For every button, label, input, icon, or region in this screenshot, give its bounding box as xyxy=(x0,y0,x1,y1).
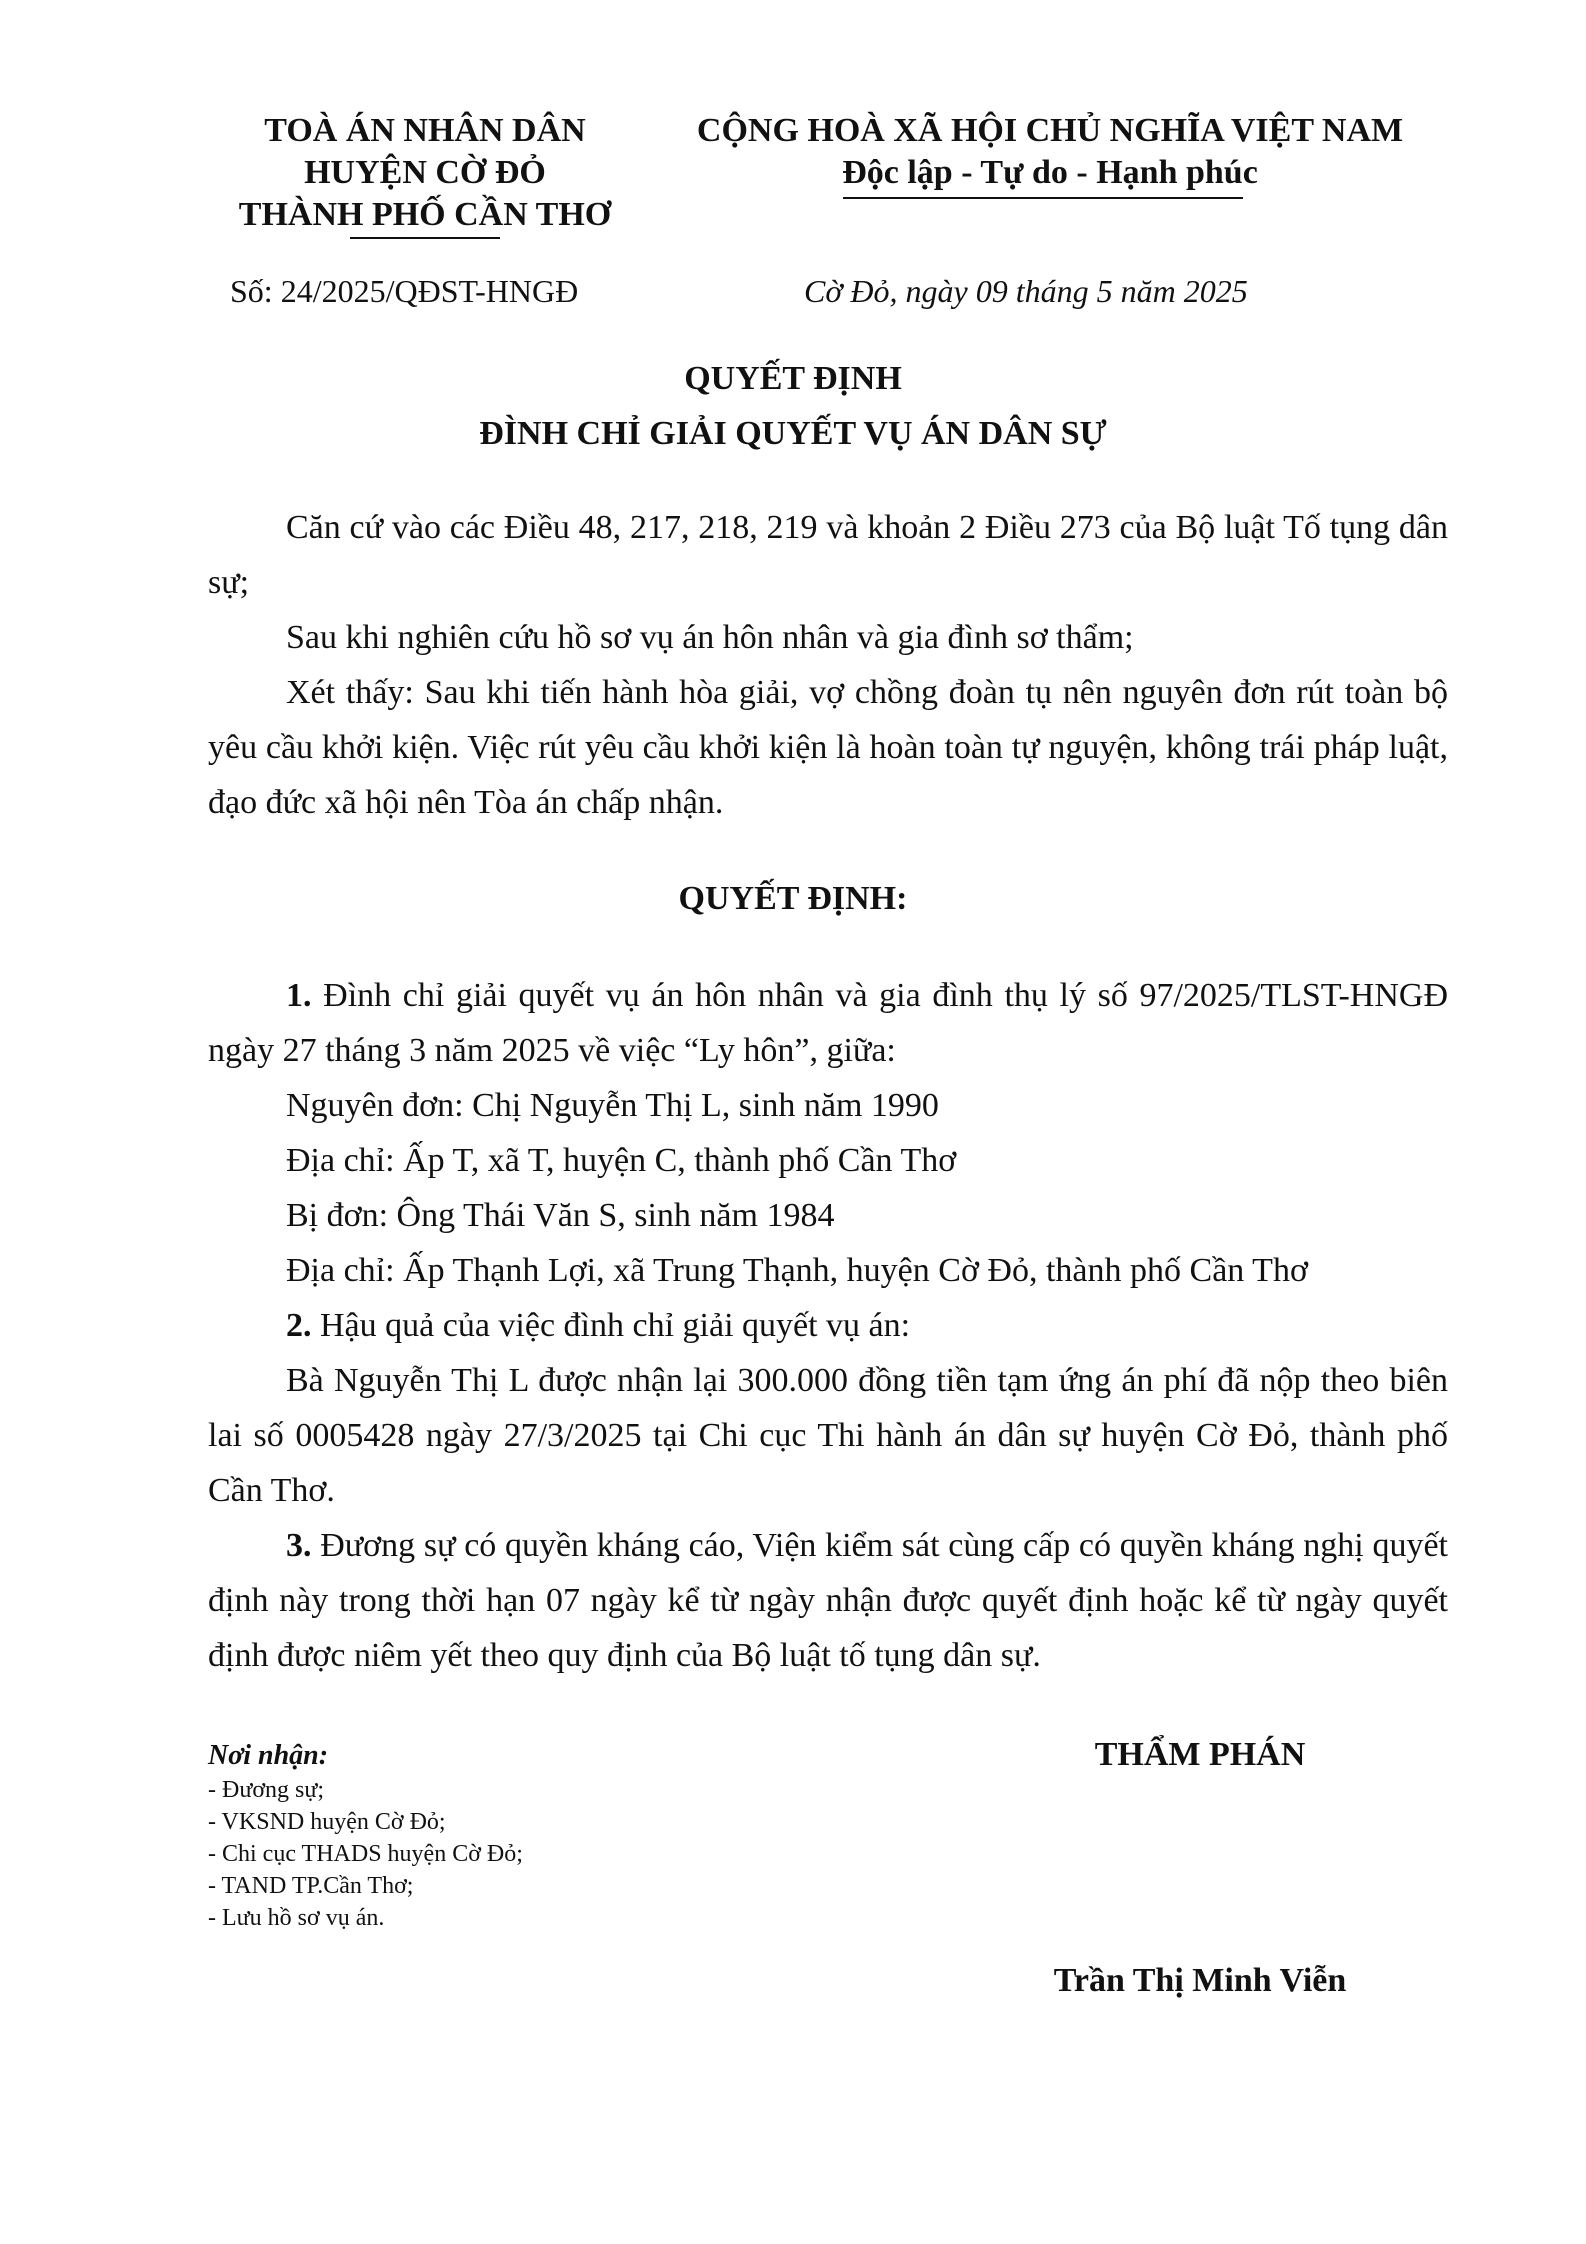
item-2-number: 2. xyxy=(286,1307,312,1344)
defendant-line: Bị đơn: Ông Thái Văn S, sinh năm 1984 xyxy=(286,1197,835,1234)
recipient-item: - TAND TP.Cần Thơ; xyxy=(208,1873,414,1899)
item-1-text: Đình chỉ giải quyết vụ án hôn nhân và gia đình thụ lý số 97/2025/TLST-HNGĐ ngày 27 tháng 3 năm 2025 về việc “Ly hôn”, giữa: xyxy=(208,977,1448,1069)
decision-item-2 xyxy=(208,1298,1448,1353)
item-3-number: 3. xyxy=(286,1527,312,1564)
nation-header xyxy=(640,110,1460,194)
court-header-underline xyxy=(350,237,500,239)
signer-name: Trần Thị Minh Viễn xyxy=(1053,1962,1347,1999)
decision-body xyxy=(208,968,1448,1683)
recipient-item: - Lưu hồ sơ vụ án. xyxy=(208,1905,385,1931)
plaintiff-line: Nguyên đơn: Chị Nguyễn Thị L, sinh năm 1990 xyxy=(286,1087,939,1124)
item-2-text: Hậu quả của việc đình chỉ giải quyết vụ án: xyxy=(311,1307,911,1344)
court-header xyxy=(215,110,635,236)
item-3-text: Đương sự có quyền kháng cáo, Viện kiểm sát cùng cấp có quyền kháng nghị quyết định này trong thời hạn 07 ngày kể từ ngày nhận được quyết định hoặc kể từ ngày quyết định được niêm yết theo quy định của Bộ luật tố tụng dân sự. xyxy=(208,1527,1448,1674)
recipient-item: - Chi cục THADS huyện Cờ Đỏ; xyxy=(208,1841,523,1867)
recipients-block xyxy=(208,1738,728,1934)
preamble-consideration: Xét thấy: Sau khi tiến hành hòa giải, vợ chồng đoàn tụ nên nguyên đơn rút toàn bộ yêu cầu khởi kiện. Việc rút yêu cầu khởi kiện là hoàn toàn tự nguyện, không trái pháp luật, đạo đức xã hội nên Tòa án chấp nhận. xyxy=(208,674,1448,821)
nation-header-underline xyxy=(843,197,1243,199)
document-title: QUYẾT ĐỊNH xyxy=(684,360,902,397)
recipient-item: - Đương sự; xyxy=(208,1777,325,1803)
signer-title: THẨM PHÁN xyxy=(1094,1736,1306,1773)
recipient-item: - VKSND huyện Cờ Đỏ; xyxy=(208,1809,446,1835)
court-name-line1: TOÀ ÁN NHÂN DÂN xyxy=(264,112,586,149)
court-name-line3: THÀNH PHỐ CẦN THƠ xyxy=(238,196,612,233)
decision-item-3 xyxy=(208,1518,1448,1683)
court-name-line2: HUYỆN CỜ ĐỎ xyxy=(304,154,546,191)
item-2-detail: Bà Nguyễn Thị L được nhận lại 300.000 đồng tiền tạm ứng án phí đã nộp theo biên lai số 0005428 ngày 27/3/2025 tại Chi cục Thi hành án dân sự huyện Cờ Đỏ, thành phố Cần Thơ. xyxy=(208,1362,1448,1509)
defendant-address: Địa chỉ: Ấp Thạnh Lợi, xã Trung Thạnh, huyện Cờ Đỏ, thành phố Cần Thơ xyxy=(286,1252,1308,1289)
preamble-legal-basis: Căn cứ vào các Điều 48, 217, 218, 219 và khoản 2 Điều 273 của Bộ luật Tố tụng dân sự; xyxy=(208,509,1448,601)
nation-motto-line1: CỘNG HOÀ XÃ HỘI CHỦ NGHĨA VIỆT NAM xyxy=(696,112,1404,149)
decision-item-1 xyxy=(208,968,1448,1078)
plaintiff-address: Địa chỉ: Ấp T, xã T, huyện C, thành phố Cần Thơ xyxy=(286,1142,957,1179)
document-subtitle: ĐÌNH CHỈ GIẢI QUYẾT VỤ ÁN DÂN SỰ xyxy=(479,415,1107,452)
recipients-heading: Nơi nhận: xyxy=(208,1740,329,1771)
place-date: Cờ Đỏ, ngày 09 tháng 5 năm 2025 xyxy=(804,273,1248,309)
document-number: Số: 24/2025/QĐST-HNGĐ xyxy=(230,273,579,309)
preamble xyxy=(208,500,1448,830)
item-1-number: 1. xyxy=(286,977,312,1014)
preamble-review: Sau khi nghiên cứu hồ sơ vụ án hôn nhân và gia đình sơ thẩm; xyxy=(286,619,1134,656)
nation-motto-line2: Độc lập - Tự do - Hạnh phúc xyxy=(842,154,1258,191)
decision-heading: QUYẾT ĐỊNH: xyxy=(678,880,908,917)
